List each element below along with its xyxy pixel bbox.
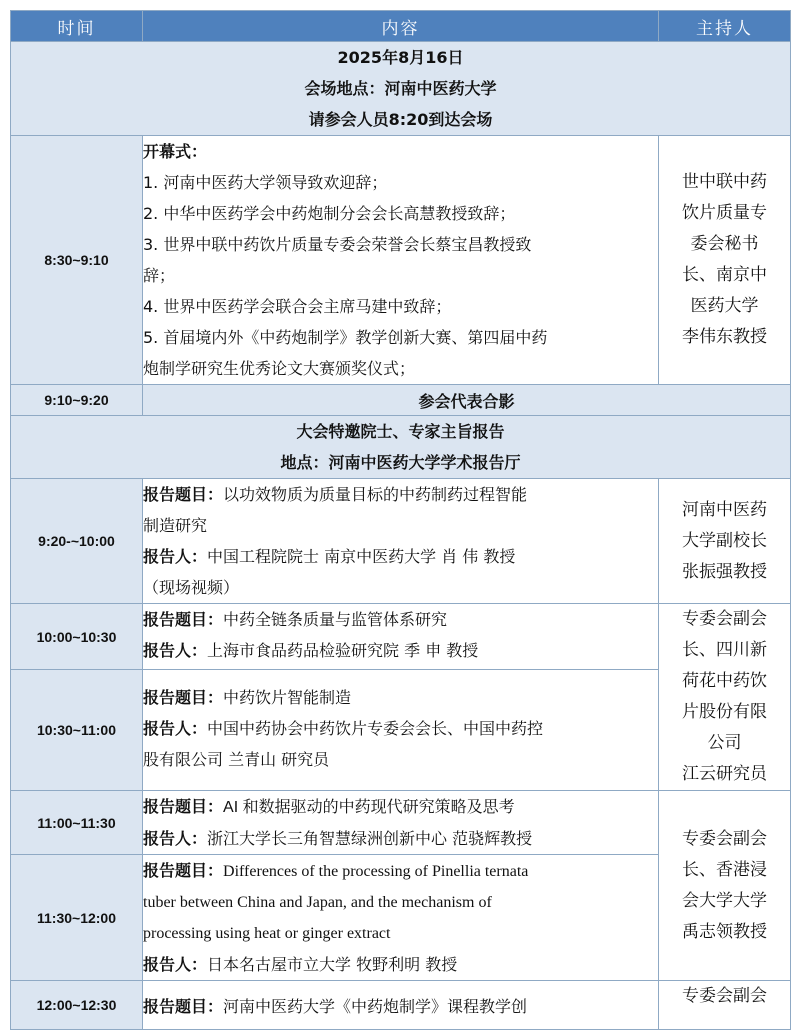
opening-row bbox=[11, 136, 791, 385]
speaker-text: 股有限公司 兰青山 研究员 bbox=[143, 750, 330, 770]
talk-time: 10:30~11:00 bbox=[11, 670, 143, 791]
talk-content bbox=[143, 855, 659, 981]
talk-content bbox=[143, 981, 659, 1030]
opening-item: 1. 河南中医药大学领导致欢迎辞； bbox=[143, 173, 388, 192]
topic-text: 以功效物质为质量目标的中药制药过程智能 bbox=[223, 485, 528, 504]
host-group-2 bbox=[659, 604, 791, 791]
talk-time: 12:00~12:30 bbox=[11, 981, 143, 1030]
host-line: 公司 bbox=[707, 733, 742, 753]
topic-label: 报告题目： bbox=[143, 997, 224, 1016]
intro-row bbox=[11, 42, 791, 136]
topic-label: 报告题目： bbox=[143, 610, 224, 629]
talk-row bbox=[11, 981, 791, 1030]
host-line: 委会秘书 bbox=[690, 234, 759, 254]
host-line: 专委会副会 bbox=[682, 986, 767, 1006]
opening-content bbox=[143, 136, 659, 385]
opening-item: 5. 首届境内外《中药炮制学》教学创新大赛、第四届中药 bbox=[143, 328, 548, 347]
host-line: 长、四川新 bbox=[682, 640, 767, 660]
photo-row bbox=[11, 385, 791, 416]
host-line: 荷花中药饮 bbox=[682, 671, 767, 691]
talk-content bbox=[143, 604, 659, 670]
talk-time: 9:20-~10:00 bbox=[11, 479, 143, 604]
intro-band bbox=[11, 42, 791, 136]
topic-text: 中药全链条质量与监管体系研究 bbox=[223, 610, 448, 629]
speaker-text: 浙江大学长三角智慧绿洲创新中心 范骁辉教授 bbox=[207, 829, 533, 848]
speaker-text: 中国中药协会中药饮片专委会会长、中国中药控 bbox=[207, 719, 544, 739]
header-time: 时间 bbox=[11, 11, 143, 42]
talk-content bbox=[143, 791, 659, 855]
host-line: 会大学大学 bbox=[682, 890, 767, 911]
speaker-label: 报告人： bbox=[143, 547, 208, 566]
topic-label: 报告题目： bbox=[143, 861, 224, 880]
talk-time: 11:00~11:30 bbox=[11, 791, 143, 855]
keynote-band bbox=[11, 416, 791, 479]
opening-host bbox=[659, 136, 791, 385]
intro-date: 2025年8月16日 bbox=[337, 48, 464, 67]
host-line: 世中联中药 bbox=[682, 172, 767, 192]
opening-item: 炮制学研究生优秀论文大赛颁奖仪式； bbox=[143, 359, 416, 378]
host-line: 河南中医药 bbox=[682, 499, 767, 520]
intro-venue: 会场地点：河南中医药大学 bbox=[304, 79, 497, 98]
host-line: 专委会副会 bbox=[682, 609, 767, 629]
talk-row bbox=[11, 604, 791, 670]
host-line: 禹志领教授 bbox=[682, 921, 767, 942]
speaker-text: 中国工程院院士 南京中医药大学 肖 伟 教授 bbox=[207, 547, 516, 566]
photo-time: 9:10~9:20 bbox=[11, 385, 143, 416]
speaker-text: 上海市食品药品检验研究院 季 申 教授 bbox=[207, 641, 479, 660]
topic-text: 制造研究 bbox=[143, 516, 208, 535]
opening-item: 4. 世界中医药学会联合会主席马建中致辞； bbox=[143, 297, 452, 316]
host-line: 李伟东教授 bbox=[682, 327, 767, 347]
speaker-label: 报告人： bbox=[143, 829, 208, 848]
opening-item: 2. 中华中医药学会中药炮制分会会长高慧教授致辞； bbox=[143, 204, 516, 223]
host-group-3 bbox=[659, 791, 791, 981]
speaker-label: 报告人： bbox=[143, 955, 208, 974]
header-host: 主持人 bbox=[659, 11, 791, 42]
topic-text: 河南中医药大学《中药炮制学》课程教学创 bbox=[223, 997, 528, 1016]
host-line: 张振强教授 bbox=[682, 561, 767, 582]
speaker-text: 日本名古屋市立大学 牧野利明 教授 bbox=[207, 955, 458, 974]
host-line: 医药大学 bbox=[690, 296, 759, 316]
topic-text: AI 和数据驱动的中药现代研究策略及思考 bbox=[223, 799, 515, 816]
topic-label: 报告题目： bbox=[143, 485, 224, 504]
talk-host bbox=[659, 479, 791, 604]
host-line: 大学副校长 bbox=[682, 530, 767, 551]
opening-item: 3. 世界中联中药饮片质量专委会荣誉会长蔡宝昌教授致 bbox=[143, 235, 532, 254]
topic-text: 中药饮片智能制造 bbox=[223, 688, 352, 708]
opening-item: 辞； bbox=[143, 266, 176, 285]
header-row bbox=[11, 11, 791, 42]
topic-text: processing using heat or ginger extract bbox=[143, 925, 391, 942]
speaker-text: （现场视频） bbox=[143, 578, 240, 597]
speaker-label: 报告人： bbox=[143, 719, 208, 739]
topic-text: Differences of the processing of Pinellia ternata bbox=[223, 863, 529, 880]
talk-host bbox=[659, 981, 791, 1030]
talk-row bbox=[11, 791, 791, 855]
host-line: 长、香港浸 bbox=[682, 859, 767, 880]
host-line: 长、南京中 bbox=[682, 265, 767, 285]
schedule-table bbox=[10, 10, 791, 1030]
intro-arrival: 请参会人员8:20到达会场 bbox=[308, 110, 493, 129]
topic-label: 报告题目： bbox=[143, 797, 224, 816]
opening-title: 开幕式： bbox=[143, 142, 208, 161]
topic-label: 报告题目： bbox=[143, 688, 224, 708]
photo-text: 参会代表合影 bbox=[143, 385, 791, 416]
opening-time: 8:30~9:10 bbox=[11, 136, 143, 385]
talk-content bbox=[143, 479, 659, 604]
keynote-title: 大会特邀院士、专家主旨报告 bbox=[296, 422, 505, 441]
talk-content bbox=[143, 670, 659, 791]
speaker-label: 报告人： bbox=[143, 641, 208, 660]
talk-time: 11:30~12:00 bbox=[11, 855, 143, 981]
keynote-location: 地点：河南中医药大学学术报告厅 bbox=[280, 453, 521, 472]
talk-row bbox=[11, 479, 791, 604]
keynote-row bbox=[11, 416, 791, 479]
host-line: 片股份有限 bbox=[682, 702, 767, 722]
header-content: 内容 bbox=[143, 11, 659, 42]
talk-time: 10:00~10:30 bbox=[11, 604, 143, 670]
host-line: 江云研究员 bbox=[682, 764, 767, 784]
host-line: 专委会副会 bbox=[682, 828, 767, 849]
host-line: 饮片质量专 bbox=[682, 203, 767, 223]
topic-text: tuber between China and Japan, and the mechanism of bbox=[143, 894, 492, 911]
